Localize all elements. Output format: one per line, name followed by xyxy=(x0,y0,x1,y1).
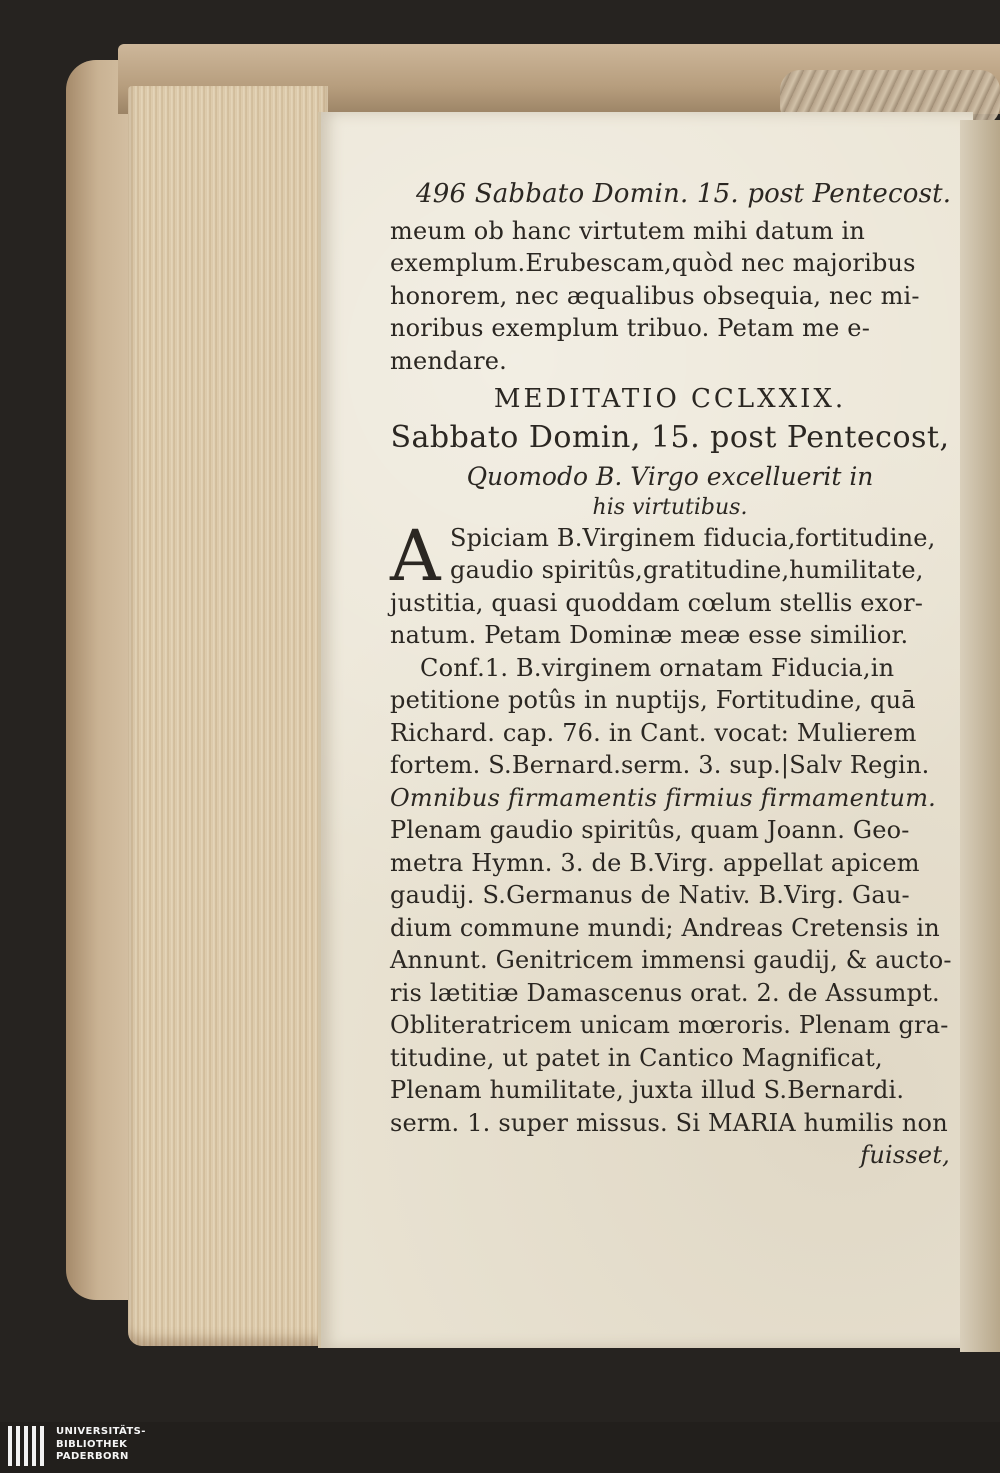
catchword: fuisset, xyxy=(860,1141,950,1169)
meditatio-title: MEDITATIO CCLXXIX. xyxy=(493,384,847,414)
meditatio-italic-title-cont: his virtutibus. xyxy=(592,494,748,520)
library-name-line-1: UNIVERSITÄTS- xyxy=(56,1426,146,1437)
page-stack xyxy=(128,86,328,1346)
text-line: natum. Petam Dominæ meæ esse similior. xyxy=(390,621,909,649)
library-name-line-3: PADERBORN xyxy=(56,1451,129,1462)
text-line: Spiciam B.Virginem fiducia,fortitudine, xyxy=(450,523,936,552)
page-text xyxy=(390,178,950,1172)
library-name-line-2: BIBLIOTHEK xyxy=(56,1438,128,1450)
facing-page-edge xyxy=(960,120,1000,1352)
text-line: dium commune mundi; Andreas Cretensis in xyxy=(390,913,940,942)
text-line: exemplum.Erubescam,quòd nec majoribus xyxy=(390,249,916,277)
text-line: justitia, quasi quoddam cœlum stellis exor- xyxy=(390,588,924,617)
meditatio-subtitle: Sabbato Domin, 15. post Pentecost, xyxy=(390,419,950,455)
text-line: Omnibus firmamentis firmius firmamentum. xyxy=(390,783,936,812)
text-line: fortem. S.Bernard.serm. 3. sup.|Salv Regin. xyxy=(390,751,930,779)
text-line: Plenam humilitate, juxta illud S.Bernardi. xyxy=(390,1076,905,1104)
text-line: Obliteratricem unicam mœroris. Plenam gra- xyxy=(390,1011,949,1039)
text-line: honorem, nec æqualibus obsequia, nec mi- xyxy=(390,281,920,310)
running-head: 496 Sabbato Domin. 15. post Pentecost. xyxy=(416,179,952,209)
text-line: Richard. cap. 76. in Cant. vocat: Mulierem xyxy=(390,718,917,747)
library-logo-icon xyxy=(8,1426,48,1470)
first-paragraph xyxy=(390,514,950,597)
text-line: Conf.1. B.virginem ornatam Fiducia,in xyxy=(420,653,895,682)
text-line: noribus exemplum tribuo. Petam me e- xyxy=(390,314,871,342)
text-line: serm. 1. super missus. Si MARIA humilis non xyxy=(390,1108,948,1137)
text-line: gaudio spiritûs,gratitudine,humilitate, xyxy=(450,556,924,584)
text-line: gaudij. S.Germanus de Nativ. B.Virg. Gau- xyxy=(390,881,910,909)
text-line: metra Hymn. 3. de B.Virg. appellat apicem xyxy=(390,848,920,877)
text-line: mendare. xyxy=(390,346,507,375)
library-footer xyxy=(0,1422,1000,1473)
meditatio-italic-title: Quomodo B. Virgo excelluerit in xyxy=(466,461,874,491)
drop-cap: A xyxy=(390,514,441,597)
text-line: Plenam gaudio spiritûs, quam Joann. Geo- xyxy=(390,816,910,844)
text-line: titudine, ut patet in Cantico Magnificat, xyxy=(390,1043,883,1072)
text-line: meum ob hanc virtutem mihi datum in xyxy=(390,216,866,245)
library-name xyxy=(56,1426,146,1464)
text-line: Annunt. Genitricem immensi gaudij, & aucto- xyxy=(390,946,952,974)
text-line: ris lætitiæ Damascenus orat. 2. de Assumpt. xyxy=(390,978,940,1007)
text-line: petitione potûs in nuptijs, Fortitudine, quā xyxy=(390,686,916,714)
